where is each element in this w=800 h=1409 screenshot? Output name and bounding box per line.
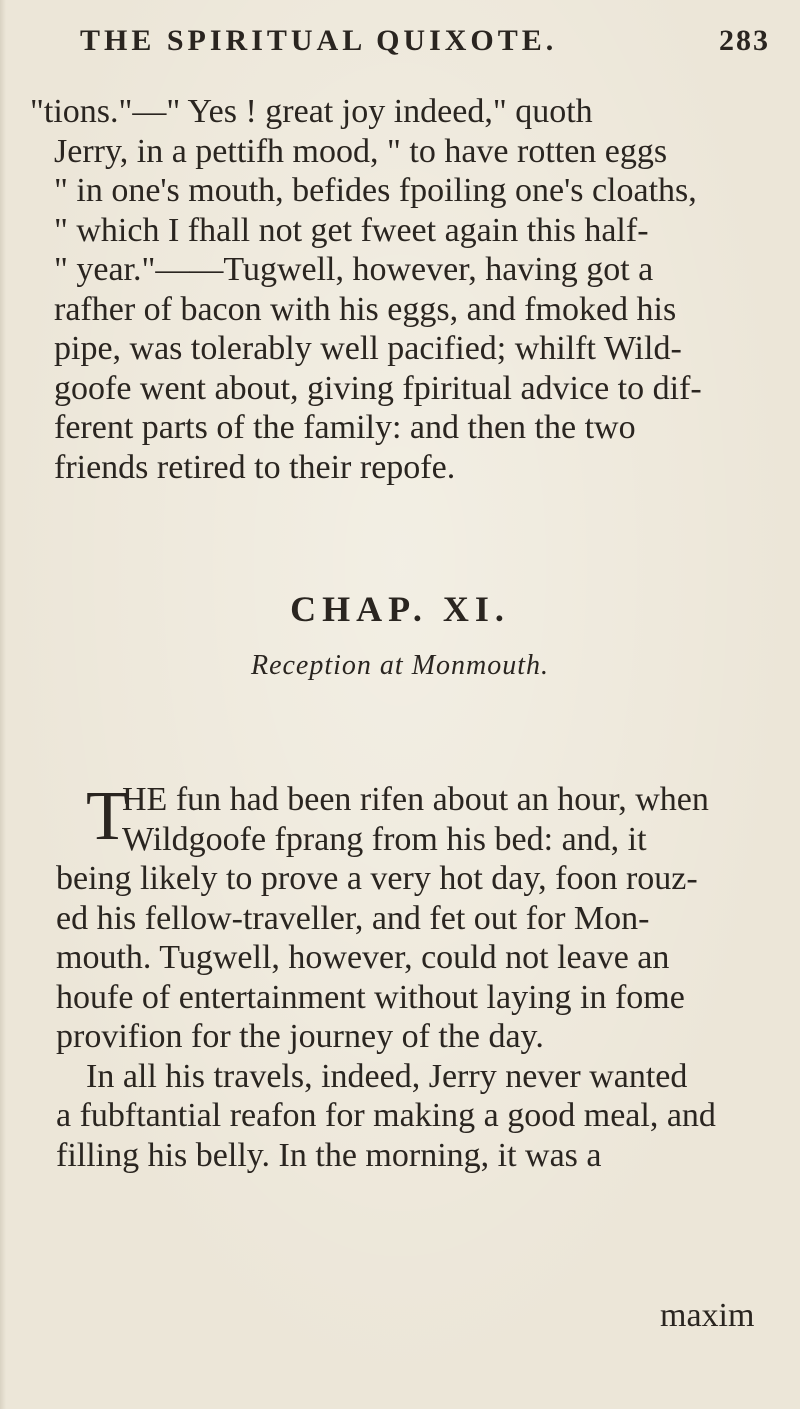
catchword: maxim	[660, 1297, 755, 1334]
text-line: " year."——Tugwell, however, having got a	[54, 251, 654, 288]
running-head	[80, 24, 770, 64]
text-line: goofe went about, giving fpiritual advice to dif-	[54, 369, 702, 407]
paragraph-1	[30, 92, 702, 487]
text-line: provifion for the journey of the day.	[56, 1018, 544, 1055]
text-line: a fubftantial reafon for making a good meal, and	[56, 1097, 716, 1134]
paragraph-2	[36, 780, 716, 1175]
chapter-subtitle: Reception at Monmouth.	[250, 650, 550, 681]
running-head-title: THE SPIRITUAL QUIXOTE.	[80, 24, 558, 57]
text-line: ferent parts of the family: and then the two	[54, 409, 636, 446]
text-line: In all his travels, indeed, Jerry never wanted	[86, 1057, 688, 1095]
text-line: filling his belly. In the morning, it was a	[56, 1136, 602, 1174]
text-line: Wildgoofe fprang from his bed: and, it	[122, 820, 647, 858]
text-line: " in one's mouth, befides fpoiling one's cloaths,	[54, 172, 697, 209]
text-line: HE fun had been rifen about an hour, when	[122, 781, 709, 818]
text-line: " which I fhall not get fweet again this half-	[54, 211, 649, 249]
text-line: rafher of bacon with his eggs, and fmoked his	[54, 290, 677, 328]
text-line: friends retired to their repofe.	[54, 448, 456, 486]
text-line: ed his fellow-traveller, and fet out for Mon-	[56, 899, 650, 937]
text-line: mouth. Tugwell, however, could not leave an	[56, 939, 670, 976]
text-line: pipe, was tolerably well pacified; whilft Wild-	[54, 330, 682, 367]
text-line: Jerry, in a pettifh mood, " to have rotten eggs	[54, 132, 668, 170]
drop-cap: T	[86, 778, 129, 855]
page-edge-shadow	[0, 0, 6, 1409]
chapter-heading: CHAP. XI.	[290, 589, 510, 629]
text-line: "tions."—" Yes ! great joy indeed," quoth	[30, 93, 593, 130]
text-line: being likely to prove a very hot day, foon rouz-	[56, 860, 698, 897]
page-number: 283	[719, 24, 770, 57]
text-line: houfe of entertainment without laying in fome	[56, 978, 685, 1016]
